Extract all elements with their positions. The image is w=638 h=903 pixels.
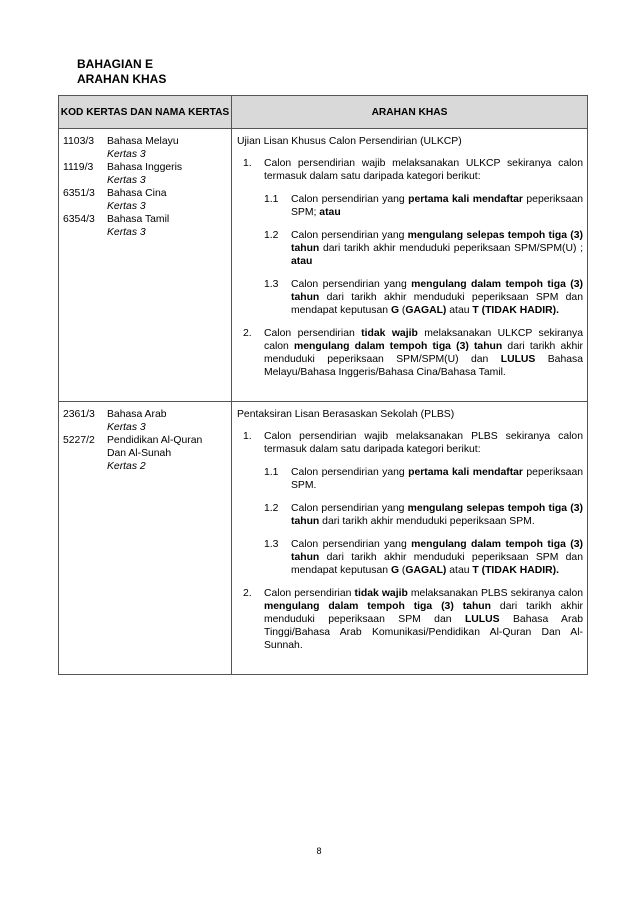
sub-item: 1.2 Calon persendirian yang mengulang selepas tempoh tiga (3) tahun dari tarikh akhir menduduki peperiksaan SPM. [264, 503, 583, 527]
paper-number: Kertas 3 [107, 201, 146, 212]
instruction-item [237, 157, 583, 317]
header-instructions: ARAHAN KHAS [232, 96, 588, 129]
paper-subject: Bahasa Arab [107, 409, 167, 420]
section-title: BAHAGIAN E [77, 57, 154, 71]
paper-subject: Bahasa Cina [107, 188, 167, 199]
sub-item: 1.2 Calon persendirian yang mengulang selepas tempoh tiga (3) tahun dari tarikh akhir menduduki peperiksaan SPM/SPM(U) ; atau [264, 230, 583, 267]
paper-subject: Bahasa Inggeris [107, 162, 183, 173]
header-paper-code: KOD KERTAS DAN NAMA KERTAS [59, 96, 232, 129]
table-row [59, 129, 588, 402]
sub-item: 1.3 Calon persendirian yang mengulang dalam tempoh tiga (3) tahun dari tarikh akhir menduduki peperiksaan SPM dan mendapat keputusan G (GAGAL) atau T (TIDAK HADIR). [264, 539, 584, 576]
section-subtitle: ARAHAN KHAS [77, 72, 167, 86]
instruction-item [237, 327, 583, 379]
paper-number: Kertas 2 [107, 461, 146, 472]
paper-codes-cell [59, 129, 232, 402]
instruction-item [237, 430, 583, 577]
section-heading [77, 57, 166, 87]
instruction-title: Ujian Lisan Khusus Calon Persendirian (ULKCP) [237, 136, 462, 147]
item-number: 1. [243, 158, 252, 169]
paper-code: 1119/3 [63, 162, 94, 173]
paper-number: Kertas 3 [107, 227, 146, 238]
sub-item: 1.1 Calon persendirian yang pertama kali mendaftar peperiksaan SPM; atau [264, 194, 584, 218]
item-text: Calon persendirian tidak wajib melaksanakan PLBS sekiranya calon mengulang dalam tempoh tiga (3) tahun dari tarikh akhir menduduki peperiksaan SPM dan LULUS Bahasa Arab Tinggi/Bahasa Arab Komunikasi/Pendidikan Al-Quran Dan Al-Sunnah. [264, 588, 584, 651]
page-number: 8 [316, 846, 322, 856]
paper-number: Kertas 3 [107, 175, 146, 186]
paper-entry [63, 187, 231, 213]
instruction-item [237, 587, 583, 652]
item-text: Calon persendirian wajib melaksanakan PLBS sekiranya calon termasuk dalam satu daripada kategori berikut: [264, 431, 583, 455]
paper-code: 5227/2 [63, 435, 95, 446]
paper-entry [63, 135, 231, 161]
paper-entry [63, 434, 231, 473]
instruction-title: Pentaksiran Lisan Berasaskan Sekolah (PLBS) [237, 409, 455, 420]
paper-code: 2361/3 [63, 409, 95, 420]
item-number: 2. [243, 328, 252, 339]
paper-code: 6354/3 [63, 214, 95, 225]
paper-subject: Bahasa Melayu [107, 136, 179, 147]
paper-entry [63, 213, 231, 239]
paper-number: Kertas 3 [107, 149, 146, 160]
item-number: 1. [243, 431, 252, 442]
paper-codes-cell [59, 402, 232, 675]
instructions-table [58, 95, 588, 675]
table-header-row [59, 96, 588, 129]
paper-code: 6351/3 [63, 188, 95, 199]
sub-item: 1.3 Calon persendirian yang mengulang dalam tempoh tiga (3) tahun dari tarikh akhir menduduki peperiksaan SPM dan mendapat keputusan G (GAGAL) atau T (TIDAK HADIR). [264, 279, 584, 316]
item-text: Calon persendirian tidak wajib melaksanakan ULKCP sekiranya calon mengulang dalam tempoh tiga (3) tahun dari tarikh akhir menduduki peperiksaan SPM/SPM(U) dan LULUS Bahasa Melayu/Bahasa Inggeris/Bahasa Cina/Bahasa Tamil. [264, 328, 584, 378]
sub-item: 1.1 Calon persendirian yang pertama kali mendaftar peperiksaan SPM. [264, 467, 584, 491]
item-text: Calon persendirian wajib melaksanakan ULKCP sekiranya calon termasuk dalam satu daripada kategori berikut: [264, 158, 583, 182]
paper-entry [63, 408, 231, 434]
instructions-cell [232, 402, 588, 675]
table-row [59, 402, 588, 675]
instructions-cell [232, 129, 588, 402]
paper-code: 1103/3 [63, 136, 95, 147]
paper-subject: Pendidikan Al-Quran Dan Al-Sunah [107, 435, 203, 459]
item-number: 2. [243, 588, 252, 599]
paper-number: Kertas 3 [107, 422, 146, 433]
paper-subject: Bahasa Tamil [107, 214, 170, 225]
paper-entry [63, 161, 231, 187]
